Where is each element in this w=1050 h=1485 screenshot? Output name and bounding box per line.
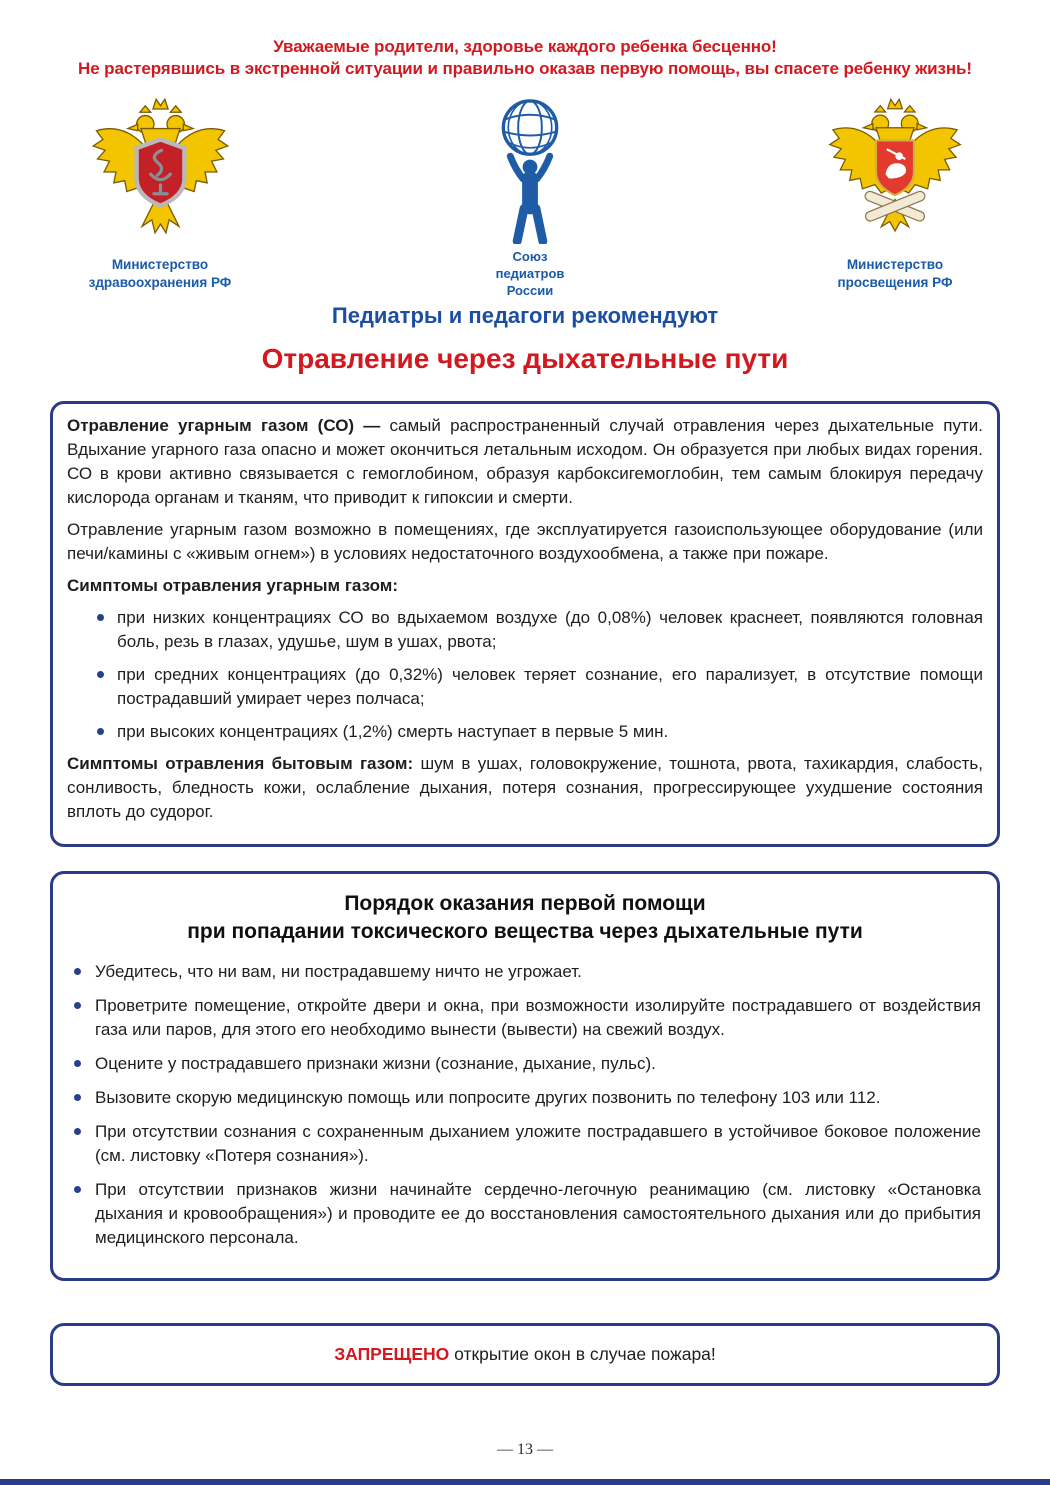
first-aid-box (50, 871, 1000, 1281)
list-item (89, 720, 983, 744)
education-caption-line1: Министерство (846, 257, 944, 272)
first-aid-step-2: Проветрите помещение, откройте двери и окна, при возможности изолируйте пострадавшего от воздействия газа или паров, для этого его необходимо вынести (вывести) на свежий воздух. (95, 996, 981, 1039)
bullet-icon (74, 1094, 81, 1101)
co-symptoms-list (67, 606, 983, 744)
list-item (89, 606, 983, 654)
co-symptom-1: при низких концентрациях СО во вдыхаемом воздухе (до 0,08%) человек краснеет, появляются головная боль, резь в глазах, удушье, шум в ушах, рвота; (117, 608, 983, 651)
list-item (69, 1086, 981, 1110)
list-item (69, 1178, 981, 1250)
bullet-icon (74, 1186, 81, 1193)
household-gas-lead: Симптомы отравления бытовым газом: (67, 754, 414, 773)
info-paragraph-1 (67, 414, 983, 510)
first-aid-steps-list (69, 960, 981, 1250)
info-paragraph-1-lead: Отравление угарным газом (СО) — (67, 416, 381, 435)
list-item (69, 1120, 981, 1168)
union-caption-line1: Союз (512, 249, 548, 264)
first-aid-step-1: Убедитесь, что ни вам, ни пострадавшему ничто не угрожает. (95, 962, 582, 981)
education-ministry-eagle-icon (816, 96, 974, 248)
header-warning-line1: Уважаемые родители, здоровье каждого ребенка бесценно! (273, 37, 777, 56)
health-ministry-caption (89, 256, 232, 292)
bullet-icon (74, 1060, 81, 1067)
forbidden-box (50, 1323, 1000, 1386)
bullet-icon (74, 968, 81, 975)
header-warning (50, 0, 1000, 80)
pediatric-union-logo-icon (482, 96, 578, 244)
first-aid-title (69, 890, 981, 946)
first-aid-title-line1: Порядок оказания первой помощи (344, 892, 706, 915)
co-symptom-2: при средних концентрациях (до 0,32%) человек теряет сознание, его парализует, в отсутствие помощи пострадавший умирает через полчаса; (117, 665, 983, 708)
list-item (69, 1052, 981, 1076)
union-caption-line2: педиатров (495, 266, 565, 281)
education-caption-line2: просвещения РФ (837, 275, 953, 290)
logo-pediatric-union (430, 96, 630, 299)
first-aid-step-3: Оцените у пострадавшего признаки жизни (сознание, дыхание, пульс). (95, 1054, 656, 1073)
pediatric-union-caption (496, 248, 565, 299)
logo-health-ministry (50, 96, 270, 292)
health-caption-line1: Министерство (111, 257, 209, 272)
health-caption-line2: здравоохранения РФ (88, 275, 232, 290)
first-aid-step-5: При отсутствии сознания с сохраненным дыханием уложите пострадавшего в устойчивое боковое положение (см. листовку «Потеря сознания»). (95, 1122, 981, 1165)
co-symptoms-heading: Симптомы отравления угарным газом: (67, 576, 399, 595)
first-aid-step-4: Вызовите скорую медицинскую помощь или попросите других позвонить по телефону 103 или 112. (95, 1088, 881, 1107)
forbidden-label: ЗАПРЕЩЕНО (334, 1344, 450, 1364)
first-aid-title-line2: при попадании токсического вещества через дыхательные пути (187, 920, 863, 943)
bullet-icon (74, 1002, 81, 1009)
header-warning-line2: Не растерявшись в экстренной ситуации и правильно оказав первую помощь, вы спасете ребенку жизнь! (78, 59, 972, 78)
household-gas-text: шум в ушах, головокружение, тошнота, рвота, тахикардия, слабость, сонливость, бледность кожи, ослабление дыхания, потеря сознания, прогрессирующее ухудшение состояния вплоть до судорог. (67, 754, 983, 821)
list-item (69, 994, 981, 1042)
bullet-icon (97, 728, 104, 735)
health-ministry-eagle-icon (78, 96, 243, 248)
co-symptom-3: при высоких концентрациях (1,2%) смерть наступает в первые 5 мин. (117, 722, 669, 741)
bullet-icon (97, 671, 104, 678)
first-aid-step-6: При отсутствии признаков жизни начинайте сердечно-легочную реанимацию (см. листовку «Остановка дыхания и кровообращения») и проводите ее до восстановления самостоятельного дыхания или до прибытия медицинского персонала. (95, 1180, 981, 1247)
info-paragraph-1-text: самый распространенный случай отравления через дыхательные пути. Вдыхание угарного газа опасно и может окончиться летальным исходом. Он образуется при любых видах горения. СО в крови активно связывается с гемоглобином, образуя карбоксигемоглобин, тем самым блокируя передачу кислорода органам и тканям, что приводит к гипоксии и смерти. (67, 416, 983, 507)
page-title: Отравление через дыхательные пути (261, 343, 789, 374)
list-item (89, 663, 983, 711)
bullet-icon (74, 1128, 81, 1135)
union-caption-line3: России (506, 283, 554, 298)
forbidden-text: открытие окон в случае пожара! (449, 1344, 716, 1364)
recommend-line: Педиатры и педагоги рекомендуют (331, 303, 719, 328)
list-item (69, 960, 981, 984)
logos-row (50, 96, 1000, 299)
poisoning-info-box (50, 401, 1000, 847)
household-gas-paragraph (67, 752, 983, 824)
bullet-icon (97, 614, 104, 621)
page-number: — 13 — (497, 1441, 553, 1458)
bottom-border-bar (0, 1479, 1050, 1485)
info-paragraph-2: Отравление угарным газом возможно в помещениях, где эксплуатируется газоиспользующее оборудование (или печи/камины с «живым огнем») в условиях недостаточного воздухообмена, а также при пожаре. (67, 520, 983, 563)
education-ministry-caption (838, 256, 953, 292)
logo-education-ministry (790, 96, 1000, 292)
